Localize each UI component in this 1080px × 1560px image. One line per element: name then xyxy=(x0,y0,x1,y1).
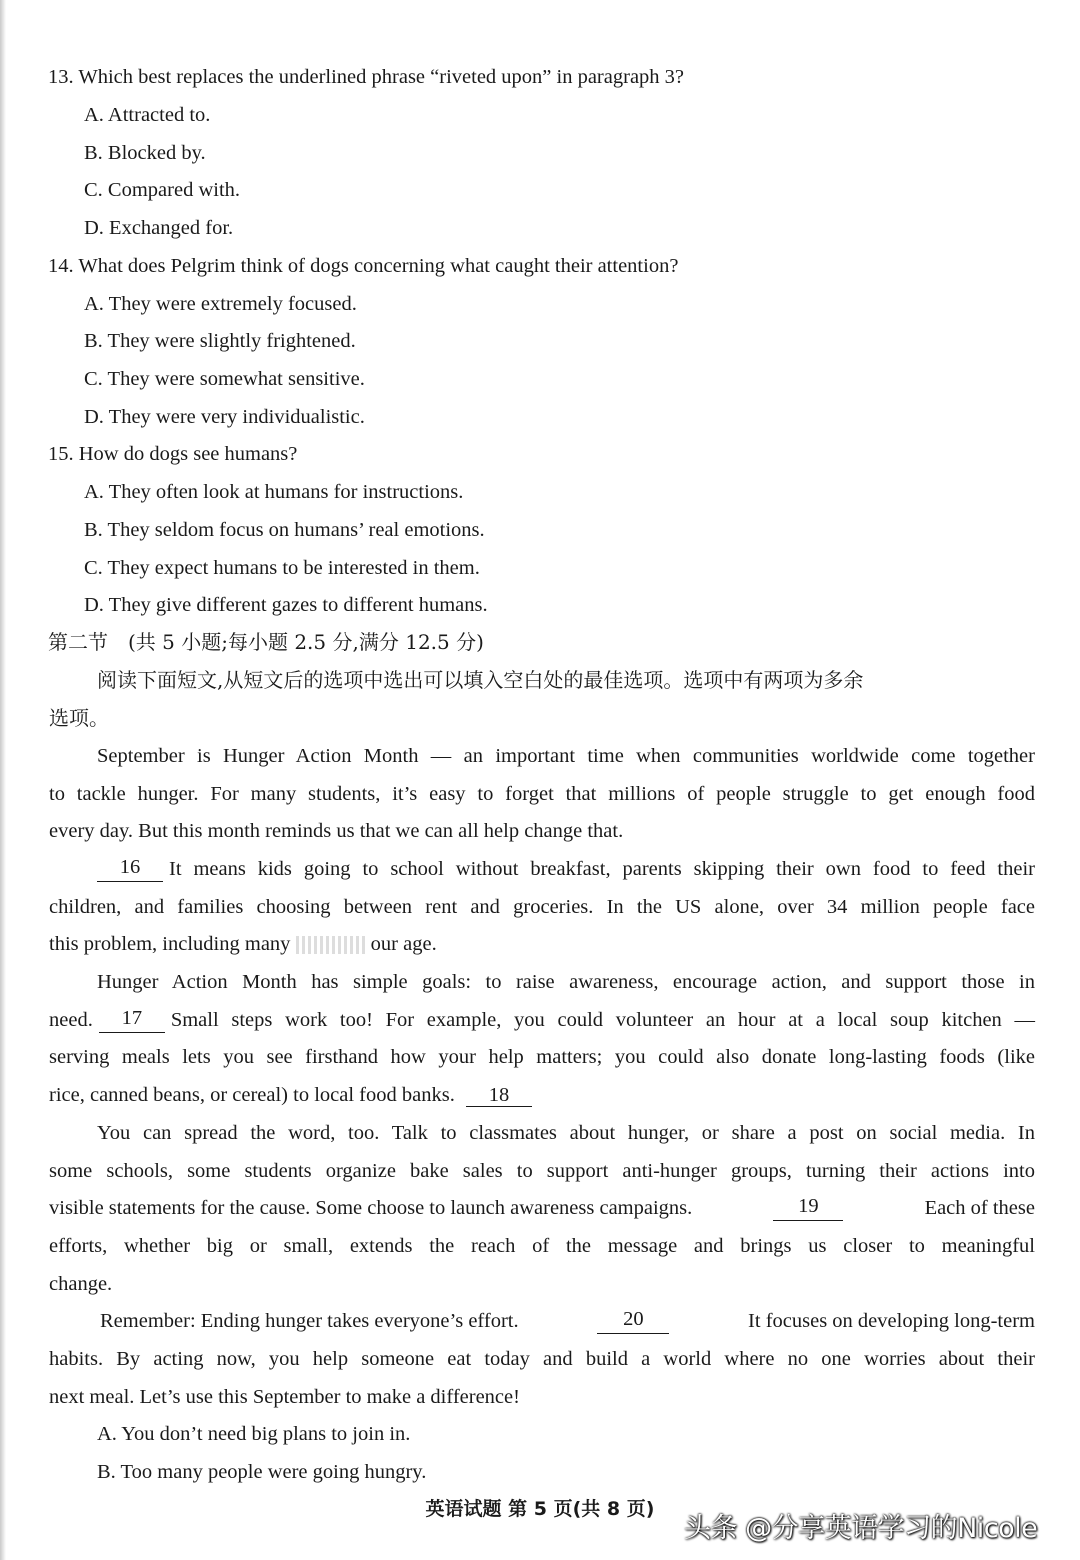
q14-option-b: B. They were slightly frightened. xyxy=(84,330,356,352)
q14-option-a: A. They were extremely focused. xyxy=(84,293,357,315)
p4-line3 xyxy=(49,1195,1035,1221)
p3-line2 xyxy=(49,1007,1035,1033)
p1-line3: every day. But this month reminds us that we can all help change that. xyxy=(49,820,624,842)
p2-line3 xyxy=(49,931,437,957)
p5-line1-text-b: It focuses on developing long-term xyxy=(748,1310,1035,1332)
blank-17[interactable]: 17 xyxy=(99,1007,165,1033)
p4-line1: You can spread the word, too. Talk to classmates about hunger, or share a post on social media. In xyxy=(97,1122,1035,1144)
p5-line1 xyxy=(100,1308,1035,1334)
page-edge-shadow xyxy=(0,0,6,1560)
p5-line2: habits. By acting now, you help someone eat today and build a world where no one worries about their xyxy=(49,1348,1035,1370)
p3-line4-text: rice, canned beans, or cereal) to local food banks. xyxy=(49,1084,455,1106)
section2-instruction-line2: 选项。 xyxy=(49,706,109,730)
blank-20[interactable]: 20 xyxy=(597,1308,669,1334)
p5-line1-text-a: Remember: Ending hunger takes everyone’s effort. xyxy=(100,1310,519,1332)
p3-line2-text-a: need. xyxy=(49,1009,93,1031)
p2-line2: children, and families choosing between rent and groceries. In the US alone, over 34 million people face xyxy=(49,896,1035,918)
p1-line1: September is Hunger Action Month — an important time when communities worldwide come together xyxy=(97,745,1035,767)
p1-line2: to tackle hunger. For many students, it’s easy to forget that millions of people struggle to get enough food xyxy=(49,783,1035,805)
q13-option-c: C. Compared with. xyxy=(84,179,241,201)
blurred-text xyxy=(296,936,366,954)
p3-line4 xyxy=(49,1082,538,1108)
q15-option-a: A. They often look at humans for instructions. xyxy=(84,481,464,503)
p2-line3-text-b: our age. xyxy=(370,933,437,955)
watermark: 头条 @分享英语学习的Nicole xyxy=(684,1513,1038,1544)
q14-option-c: C. They were somewhat sensitive. xyxy=(84,368,365,390)
page-footer: 英语试题 第 5 页(共 8 页) xyxy=(425,1498,655,1520)
p3-line3: serving meals lets you see firsthand how your help matters; you could also donate long-lasting foods (like xyxy=(49,1046,1035,1068)
p4-line5: change. xyxy=(49,1273,113,1295)
q15-option-b: B. They seldom focus on humans’ real emotions. xyxy=(84,519,485,541)
q15-option-d: D. They give different gazes to different humans. xyxy=(84,594,488,616)
section2-instruction-line1: 阅读下面短文,从短文后的选项中选出可以填入空白处的最佳选项。选项中有两项为多余 xyxy=(97,668,864,692)
p4-line2: some schools, some students organize bake sales to support anti-hunger groups, turning their actions into xyxy=(49,1160,1035,1182)
section2-heading: 第二节 (共 5 小题;每小题 2.5 分,满分 12.5 分) xyxy=(48,630,484,654)
option-a: A. You don’t need big plans to join in. xyxy=(97,1423,411,1445)
p2-line3-text-a: this problem, including many xyxy=(49,933,291,955)
p2-line1 xyxy=(97,856,1035,882)
q14-option-d: D. They were very individualistic. xyxy=(84,406,365,428)
p2-line1-text: It means kids going to school without breakfast, parents skipping their own food to feed their xyxy=(169,858,1035,880)
q13-stem: 13. Which best replaces the underlined phrase “riveted upon” in paragraph 3? xyxy=(48,66,685,88)
q14-stem: 14. What does Pelgrim think of dogs concerning what caught their attention? xyxy=(48,255,679,277)
blank-19[interactable]: 19 xyxy=(773,1195,843,1221)
blank-16[interactable]: 16 xyxy=(97,856,163,882)
option-b: B. Too many people were going hungry. xyxy=(97,1461,427,1483)
p4-line3-text-a: visible statements for the cause. Some choose to launch awareness campaigns. xyxy=(49,1197,693,1219)
q15-option-c: C. They expect humans to be interested in them. xyxy=(84,557,480,579)
q13-option-d: D. Exchanged for. xyxy=(84,217,234,239)
q13-option-a: A. Attracted to. xyxy=(84,104,211,126)
p4-line4: efforts, whether big or small, extends the reach of the message and brings us closer to meaningful xyxy=(49,1235,1035,1257)
blank-18[interactable]: 18 xyxy=(466,1084,532,1107)
p3-line1: Hunger Action Month has simple goals: to raise awareness, encourage action, and support those in xyxy=(97,971,1035,993)
p3-line2-text-b: Small steps work too! For example, you could volunteer an hour at a local soup kitchen — xyxy=(170,1009,1035,1031)
q15-stem: 15. How do dogs see humans? xyxy=(48,443,298,465)
p5-line3: next meal. Let’s use this September to make a difference! xyxy=(49,1386,520,1408)
q13-option-b: B. Blocked by. xyxy=(84,142,206,164)
p4-line3-text-b: Each of these xyxy=(924,1197,1035,1219)
